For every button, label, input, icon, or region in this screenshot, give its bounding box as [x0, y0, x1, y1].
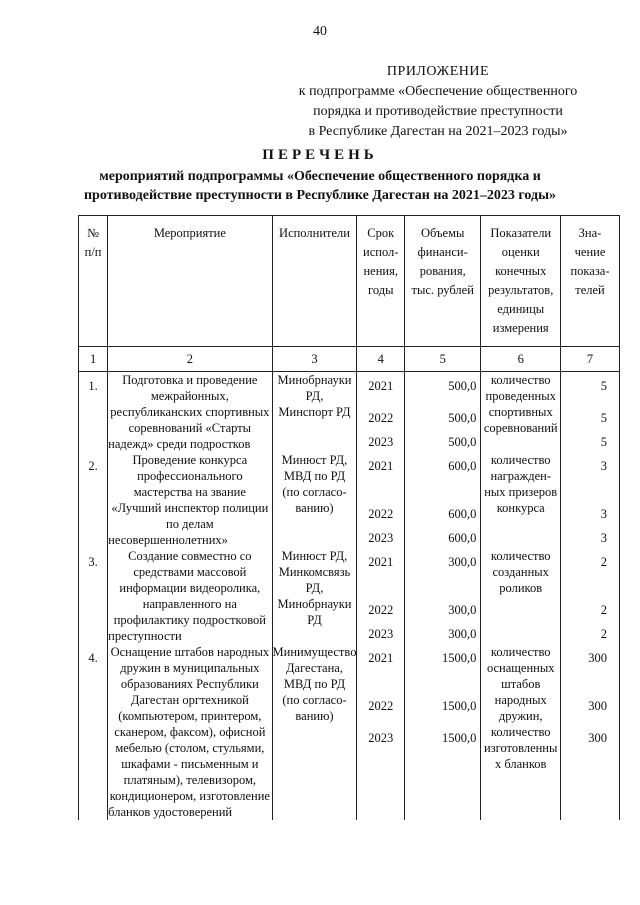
year-value: 2021 [368, 459, 394, 473]
year-value: 2023 [368, 531, 394, 545]
header-cell: Объемы финанси- рования, тыс. рублей [405, 216, 481, 347]
header-cell: Мероприятие [108, 216, 272, 347]
year-value: 2023 [368, 627, 394, 641]
table-row [79, 548, 620, 644]
volume-value: 300,0 [448, 555, 477, 569]
column-number: 1 [79, 347, 108, 372]
indicator-value: 5 [600, 435, 607, 449]
indicator-value: 300 [588, 651, 607, 665]
year-value: 2022 [368, 411, 394, 425]
column-number: 5 [405, 347, 481, 372]
volume-value: 500,0 [448, 435, 477, 449]
indicator-value: 3 [600, 531, 607, 545]
year-value: 2022 [368, 507, 394, 521]
executors-cell: Минимущество Дагестана, МВД по РД (по согласо- ванию) [272, 644, 357, 820]
header-cell: Исполнители [272, 216, 357, 347]
indicator-value: 2 [600, 627, 607, 641]
row-number: 4. [88, 651, 98, 665]
year-value: 2021 [368, 379, 394, 393]
indicator-cell: количество награжден- ных призеров конкурса [481, 452, 561, 548]
indicator-value: 300 [588, 699, 607, 713]
volume-value: 500,0 [448, 411, 477, 425]
header-cell: Показатели оценки конечных результатов, единицы измерения [481, 216, 561, 347]
document-title [0, 146, 640, 205]
row-number: 1. [88, 379, 98, 393]
row-number: 3. [88, 555, 98, 569]
indicator-value: 300 [588, 731, 607, 745]
activity-cell: Создание совместно со средствами массовой информации видеоролика, направленного на профилактику подростковой преступности [108, 548, 272, 644]
volume-value: 1500,0 [442, 731, 477, 745]
indicator-cell: количество проведенных спортивных соревнований [481, 372, 561, 453]
header-cell: № п/п [79, 216, 108, 347]
executors-cell: Минюст РД, Минкомсвязь РД, Минобрнауки РД [272, 548, 357, 644]
header-cell: Срок испол- нения, годы [357, 216, 405, 347]
activity-cell: Проведение конкурса профессионального мастерства на звание «Лучший инспектор полиции по делам несовершеннолетних» [108, 452, 272, 548]
appendix-line: в Республике Дагестан на 2021–2023 годы» [308, 124, 568, 139]
column-number-row [79, 347, 620, 372]
volume-value: 300,0 [448, 627, 477, 641]
page-number: 40 [313, 24, 327, 39]
appendix-heading: ПРИЛОЖЕНИЕ [386, 64, 490, 79]
activity-cell: Оснащение штабов народных дружин в муниципальных образованиях Республики Дагестан оргтехникой (компьютером, принтером, сканером, факсом), офисной мебелью (столом, стульями, шкафами - письменным и платяным), телевизором, кондиционером, изготовление бланков удостоверений [108, 644, 272, 820]
appendix-line: к подпрограмме «Обеспечение общественного [298, 84, 578, 99]
year-value: 2023 [368, 731, 394, 745]
volume-value: 600,0 [448, 531, 477, 545]
title-subtitle: противодействие преступности в Республике Дагестан на 2021–2023 годы» [83, 188, 556, 203]
volume-value: 300,0 [448, 603, 477, 617]
column-number: 3 [272, 347, 357, 372]
volume-value: 600,0 [448, 507, 477, 521]
year-value: 2021 [368, 651, 394, 665]
row-number: 2. [88, 459, 98, 473]
title-subtitle: мероприятий подпрограммы «Обеспечение общественного порядка и [99, 169, 541, 184]
indicator-value: 3 [600, 507, 607, 521]
executors-cell: Минобрнауки РД, Минспорт РД [272, 372, 357, 453]
appendix-line: порядка и противодействие преступности [313, 104, 563, 119]
measures-table [78, 215, 620, 820]
column-number: 6 [481, 347, 561, 372]
year-value: 2023 [368, 435, 394, 449]
indicator-cell: количество оснащенных штабов народных дружин, количество изготовленны х бланков [481, 644, 561, 820]
indicator-value: 5 [600, 379, 607, 393]
column-number: 2 [108, 347, 272, 372]
indicator-value: 5 [600, 411, 607, 425]
year-value: 2021 [368, 555, 394, 569]
column-number: 4 [357, 347, 405, 372]
table-header-row [79, 216, 620, 347]
header-cell: Зна- чение показа- телей [561, 216, 620, 347]
year-value: 2022 [368, 603, 394, 617]
executors-cell: Минюст РД, МВД по РД (по согласо- ванию) [272, 452, 357, 548]
column-number: 7 [561, 347, 620, 372]
activity-cell: Подготовка и проведение межрайонных, республиканских спортивных соревнований «Старты надежд» среди подростков [108, 372, 272, 453]
volume-value: 500,0 [448, 379, 477, 393]
year-value: 2022 [368, 699, 394, 713]
table-row [79, 644, 620, 820]
volume-value: 600,0 [448, 459, 477, 473]
table-row [79, 372, 620, 453]
indicator-value: 2 [600, 603, 607, 617]
volume-value: 1500,0 [442, 699, 477, 713]
volume-value: 1500,0 [442, 651, 477, 665]
table-row [79, 452, 620, 548]
indicator-value: 3 [600, 459, 607, 473]
indicator-cell: количество созданных роликов [481, 548, 561, 644]
appendix-block [268, 62, 608, 142]
title-main: ПЕРЕЧЕНЬ [262, 147, 378, 163]
indicator-value: 2 [600, 555, 607, 569]
